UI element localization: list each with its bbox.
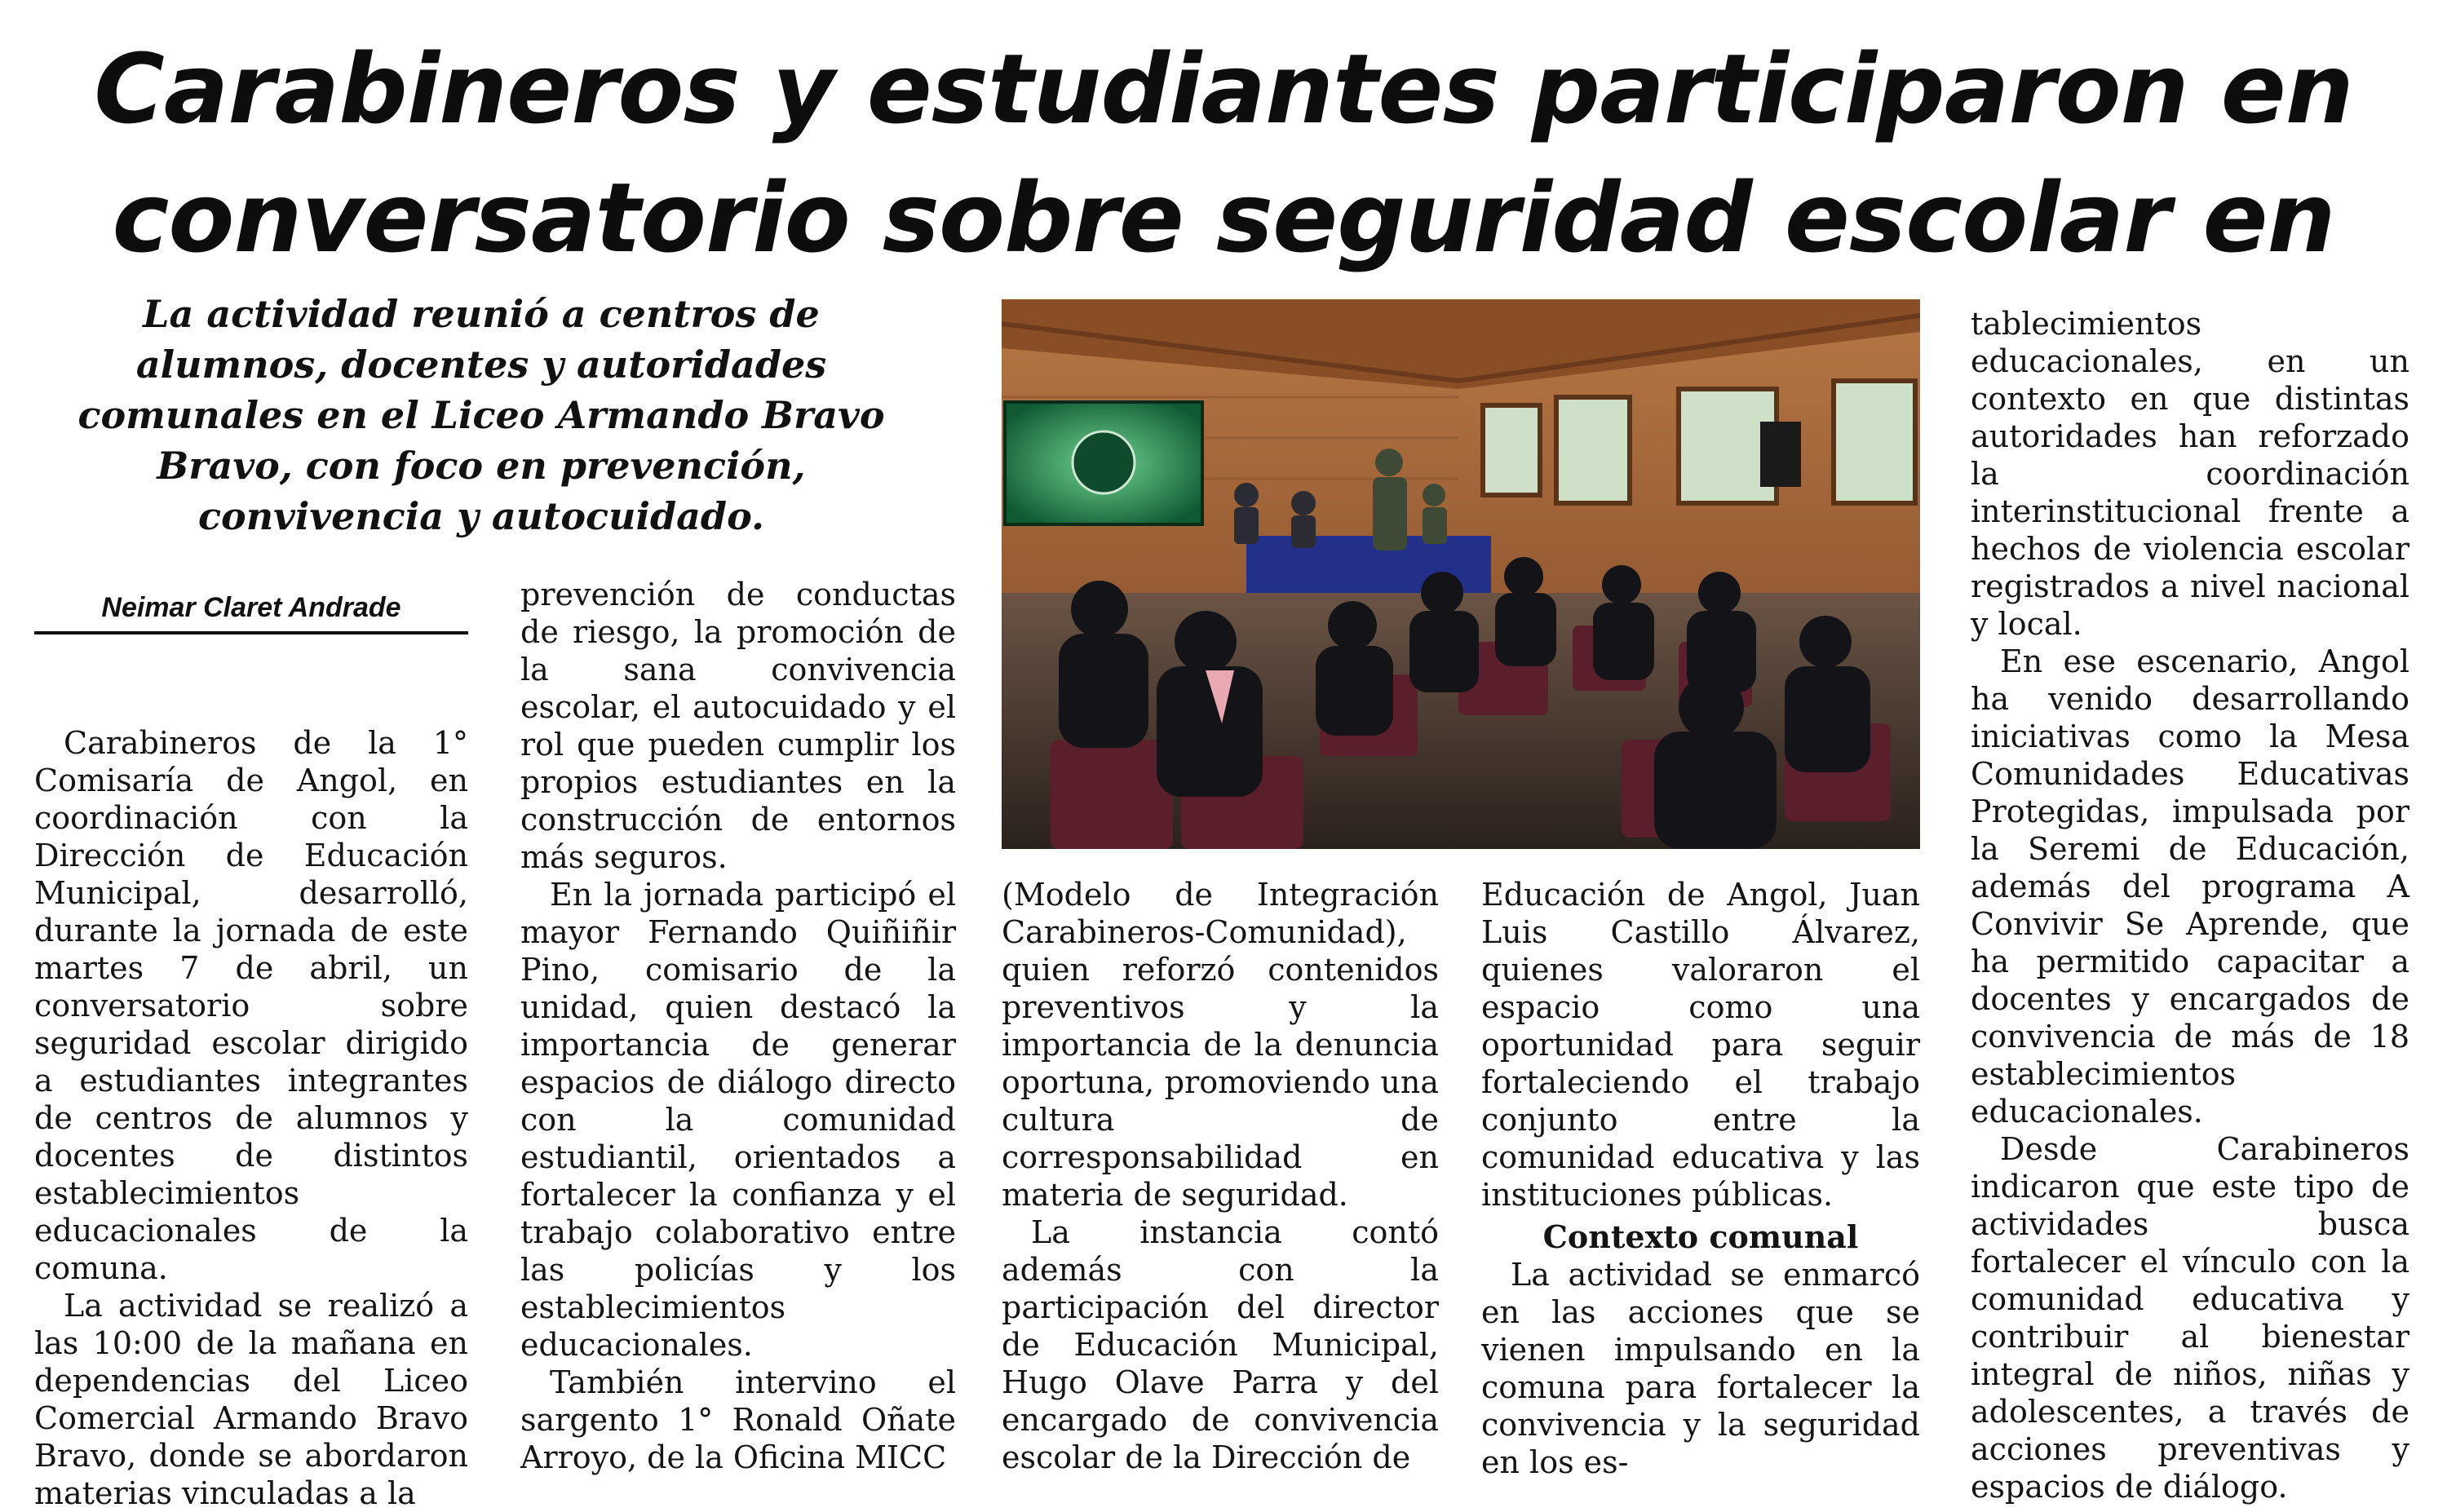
paragraph: En ese escenario, Angol ha venido desarrollando iniciativas como la Mesa Comunidades Educativas Protegidas, impulsada por la Seremi de Educación, además del programa A Convivir Se Aprende, que ha permitido capacitar a docentes y encargados de convivencia de más de 18 establecimientos educacionales. <box>1971 643 2409 1130</box>
headline: Carabineros y estudiantes participaron en conversatorio sobre seguridad escolar en <box>94 33 2353 274</box>
section-heading: Contexto comunal <box>1542 1218 1859 1255</box>
paragraph: Desde Carabineros indicaron que este tipo de actividades busca fortalecer el vínculo con la comunidad educativa y contribuir al bienestar integral de niños, niñas y adolescentes, a través de acciones preventivas y espacios de diálogo. <box>1971 1131 2409 1505</box>
column-3 <box>1002 876 1439 1476</box>
paragraph: También intervino el sargento 1° Ronald Oñate Arroyo, de la Oficina MICC <box>520 1364 956 1475</box>
classroom-photo-illustration <box>1002 299 1920 849</box>
column-1 <box>34 724 468 1512</box>
paragraph: prevención de conductas de riesgo, la promoción de la sana convivencia escolar, el autocuidado y el rol que pueden cumplir los propios estudiantes en la construcción de entornos más seguros. <box>520 577 956 875</box>
paragraph: Educación de Angol, Juan Luis Castillo Álvarez, quienes valoraron el espacio como una oportunidad para seguir fortaleciendo el trabajo conjunto entre la comunidad educativa y las instituciones públicas. <box>1481 877 1920 1213</box>
column-5 <box>1971 305 2409 1505</box>
paragraph: La actividad se realizó a las 10:00 de la mañana en dependencias del Liceo Comercial Armando Bravo Bravo, donde se abordaron materias vinculadas a la <box>34 1288 468 1511</box>
subheadline: La actividad reunió a centros de alumnos, docentes y autoridades comunales en el Liceo Armando Bravo Bravo, con foco en prevención, convivencia y autocuidado. <box>77 292 885 538</box>
paragraph: tablecimientos educacionales, en un contexto en que distintas autoridades han reforzado la coordinación interinstitucional frente a hechos de violencia escolar registrados a nivel nacional y local. <box>1971 306 2409 642</box>
paragraph: Carabineros de la 1° Comisaría de Angol, en coordinación con la Dirección de Educación Municipal, desarrolló, durante la jornada de este martes 7 de abril, un conversatorio sobre seguridad escolar dirigido a estudiantes integrantes de centros de alumnos y docentes de distintos establecimientos educacionales de la comuna. <box>34 725 468 1286</box>
paragraph: (Modelo de Integración Carabineros-Comunidad), quien reforzó contenidos preventivos y la importancia de la denuncia oportuna, promoviendo una cultura de corresponsabilidad en materia de seguridad. <box>1002 877 1439 1213</box>
column-2 <box>520 576 956 1476</box>
article-photo <box>1002 299 1920 849</box>
paragraph: La instancia contó además con la participación del director de Educación Municipal, Hugo Olave Parra y del encargado de convivencia escolar de la Dirección de <box>1002 1214 1439 1475</box>
paragraph: En la jornada participó el mayor Fernando Quiñiñir Pino, comisario de la unidad, quien destacó la importancia de generar espacios de diálogo directo con la comunidad estudiantil, orientados a fortalecer la confianza y el trabajo colaborativo entre las policías y los establecimientos educacionales. <box>520 877 956 1363</box>
column-4 <box>1481 876 1920 1481</box>
paragraph: La actividad se enmarcó en las acciones que se vienen impulsando en la comuna para fortalecer la convivencia y la seguridad en los es- <box>1481 1257 1920 1480</box>
byline: Neimar Claret Andrade <box>34 584 468 634</box>
